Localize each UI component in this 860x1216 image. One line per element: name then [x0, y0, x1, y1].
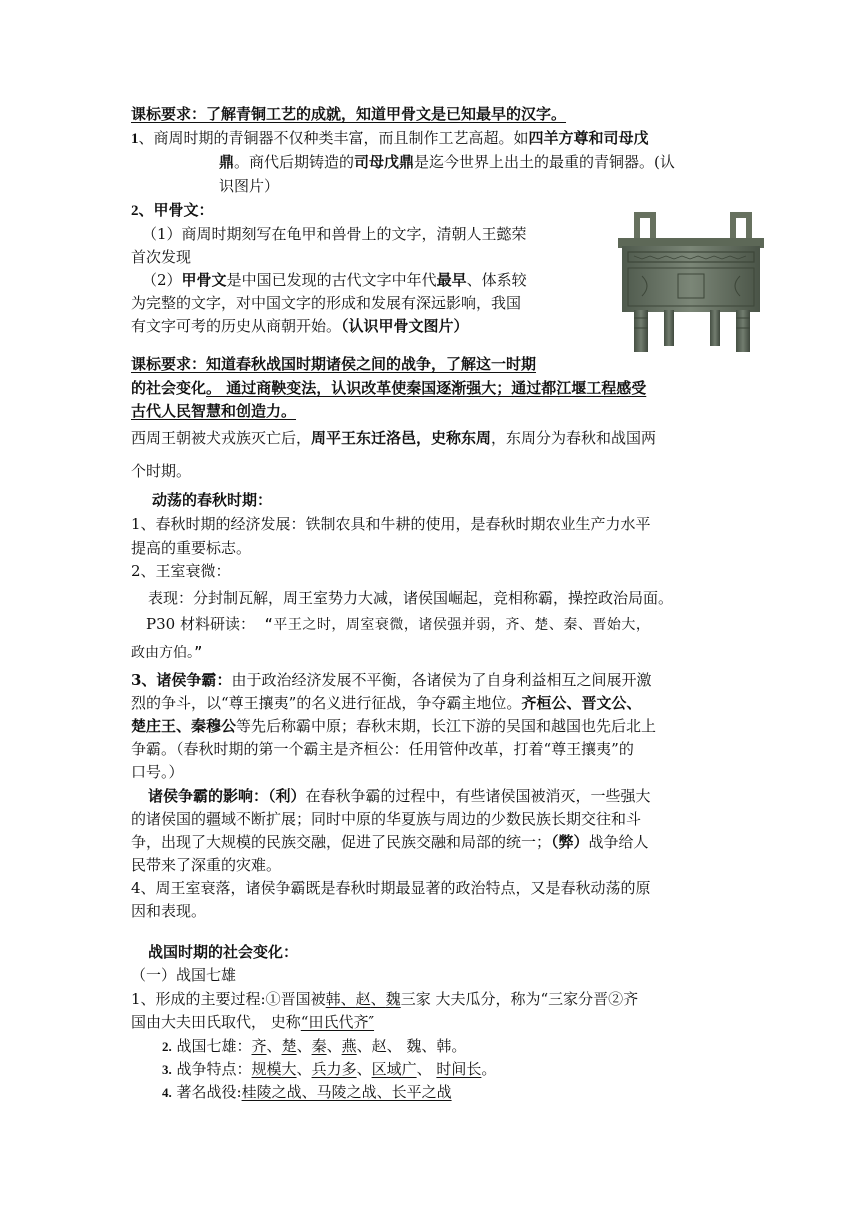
- spring-autumn-heading: 动荡的春秋时期：: [152, 491, 273, 509]
- item-1-line-2: 鼎。商代后期铸造的司母戊鼎是迄今世界上出土的最重的青铜器。(认: [219, 153, 675, 171]
- item-2-heading: 2、甲骨文：: [131, 201, 214, 219]
- eastern-zhou-intro-line-1: 西周王朝被犬戎族灭亡后，周平王东迁洛邑，史称东周，东周分为春秋和战国两: [131, 429, 657, 447]
- seven-powers-list: 2. 战国七雄：齐、楚、秦、燕、赵、 魏、韩。: [162, 1037, 467, 1055]
- hegemony-line-4: 争霸。（春秋时期的第一个霸主是齐桓公：任用管仲改革，打着“尊王攘夷”的: [131, 740, 634, 758]
- influence-line-4: 民带来了深重的灾难。: [131, 856, 282, 874]
- economy-line-2: 提高的重要标志。: [131, 539, 252, 557]
- curriculum-requirement-2-line-3: 古代人民智慧和创造力。: [131, 402, 297, 420]
- royal-decline-heading: 2、王室衰微：: [131, 562, 231, 580]
- formation-line-1: 1、形成的主要过程:①晋国被韩、赵、魏三家 大夫瓜分，称为“三家分晋②齐: [131, 990, 639, 1008]
- curriculum-requirement-1: 课标要求：了解青铜工艺的成就，知道甲骨文是已知最早的汉字。: [131, 105, 567, 123]
- formation-line-2: 国由大夫田氏取代， 史称“田氏代齐″: [131, 1013, 375, 1031]
- item-1-line-1: 1、商周时期的青铜器不仅种类丰富，而且制作工艺高超。如四羊方尊和司母戊: [131, 129, 649, 147]
- curriculum-requirement-2-line-1: 课标要求：知道春秋战国时期诸侯之间的战争，了解这一时期: [131, 355, 537, 373]
- item-1-line-3: 识图片）: [219, 177, 280, 195]
- warring-states-heading: 战国时期的社会变化：: [148, 943, 299, 961]
- decline-summary-line-1: 4、周王室衰落，诸侯争霸既是春秋时期最显著的政治特点，又是春秋动荡的原: [131, 879, 651, 897]
- oracle-point-1-line-1: （1）商周时期刻写在龟甲和兽骨上的文字，清朝人王懿荣: [142, 225, 527, 243]
- oracle-point-2-line-1: （2）甲骨文是中国已发现的古代文字中年代最早、体系较: [142, 271, 527, 289]
- eastern-zhou-intro-line-2: 个时期。: [131, 462, 192, 480]
- bronze-ding-vessel-photo: [612, 206, 770, 356]
- oracle-point-2-line-3: 有文字可考的历史从商朝开始。（认识甲骨文图片）: [131, 317, 469, 335]
- hegemony-line-2: 烈的争斗，以“尊王攘夷”的名义进行征战，争夺霸主地位。齐桓公、晋文公、: [131, 694, 642, 712]
- influence-line-2: 的诸侯国的疆域不断扩展；同时中原的华夏族与周边的少数民族长期交往和斗: [131, 810, 642, 828]
- war-features: 3. 战争特点：规模大、兵力多、区域广、 时间长。: [162, 1060, 497, 1078]
- royal-decline-manifestation: 表现：分封制瓦解，周王室势力大减，诸侯国崛起，竞相称霸，操控政治局面。: [148, 589, 674, 607]
- economy-line-1: 1、春秋时期的经济发展：铁制农具和牛耕的使用，是春秋时期农业生产力水平: [131, 515, 651, 533]
- seven-powers-subheading: （一）战国七雄: [131, 966, 237, 984]
- decline-summary-line-2: 因和表现。: [131, 902, 207, 920]
- material-reading-line-1: P30 材料研读： “平王之时，周室衰微，诸侯强并弱，齐、楚、秦、晋始大，: [146, 615, 651, 633]
- hegemony-line-3: 楚庄王、秦穆公等先后称霸中原；春秋末期，长江下游的吴国和越国也先后北上: [131, 717, 657, 735]
- famous-battles: 4. 著名战役:桂陵之战、马陵之战、长平之战: [162, 1083, 452, 1101]
- oracle-point-2-line-2: 为完整的文字，对中国文字的形成和发展有深远影响，我国: [131, 294, 522, 312]
- curriculum-requirement-2-line-2: 的社会变化。 通过商鞅变法，认识改革使秦国逐渐强大；通过都江堰工程感受: [131, 379, 647, 397]
- oracle-point-1-line-2: 首次发现: [131, 248, 192, 266]
- influence-line-1: 诸侯争霸的影响：（利）在春秋争霸的过程中，有些诸侯国被消灭，一些强大: [148, 787, 651, 805]
- hegemony-line-5: 口号。）: [131, 763, 184, 781]
- material-reading-line-2: 政由方伯。”: [131, 645, 203, 661]
- influence-line-3: 争，出现了大规模的民族交融，促进了民族交融和局部的统一；（弊）战争给人: [131, 833, 649, 851]
- hegemony-line-1: 3、诸侯争霸：由于政治经济发展不平衡，各诸侯为了自身利益相互之间展开激: [131, 671, 652, 689]
